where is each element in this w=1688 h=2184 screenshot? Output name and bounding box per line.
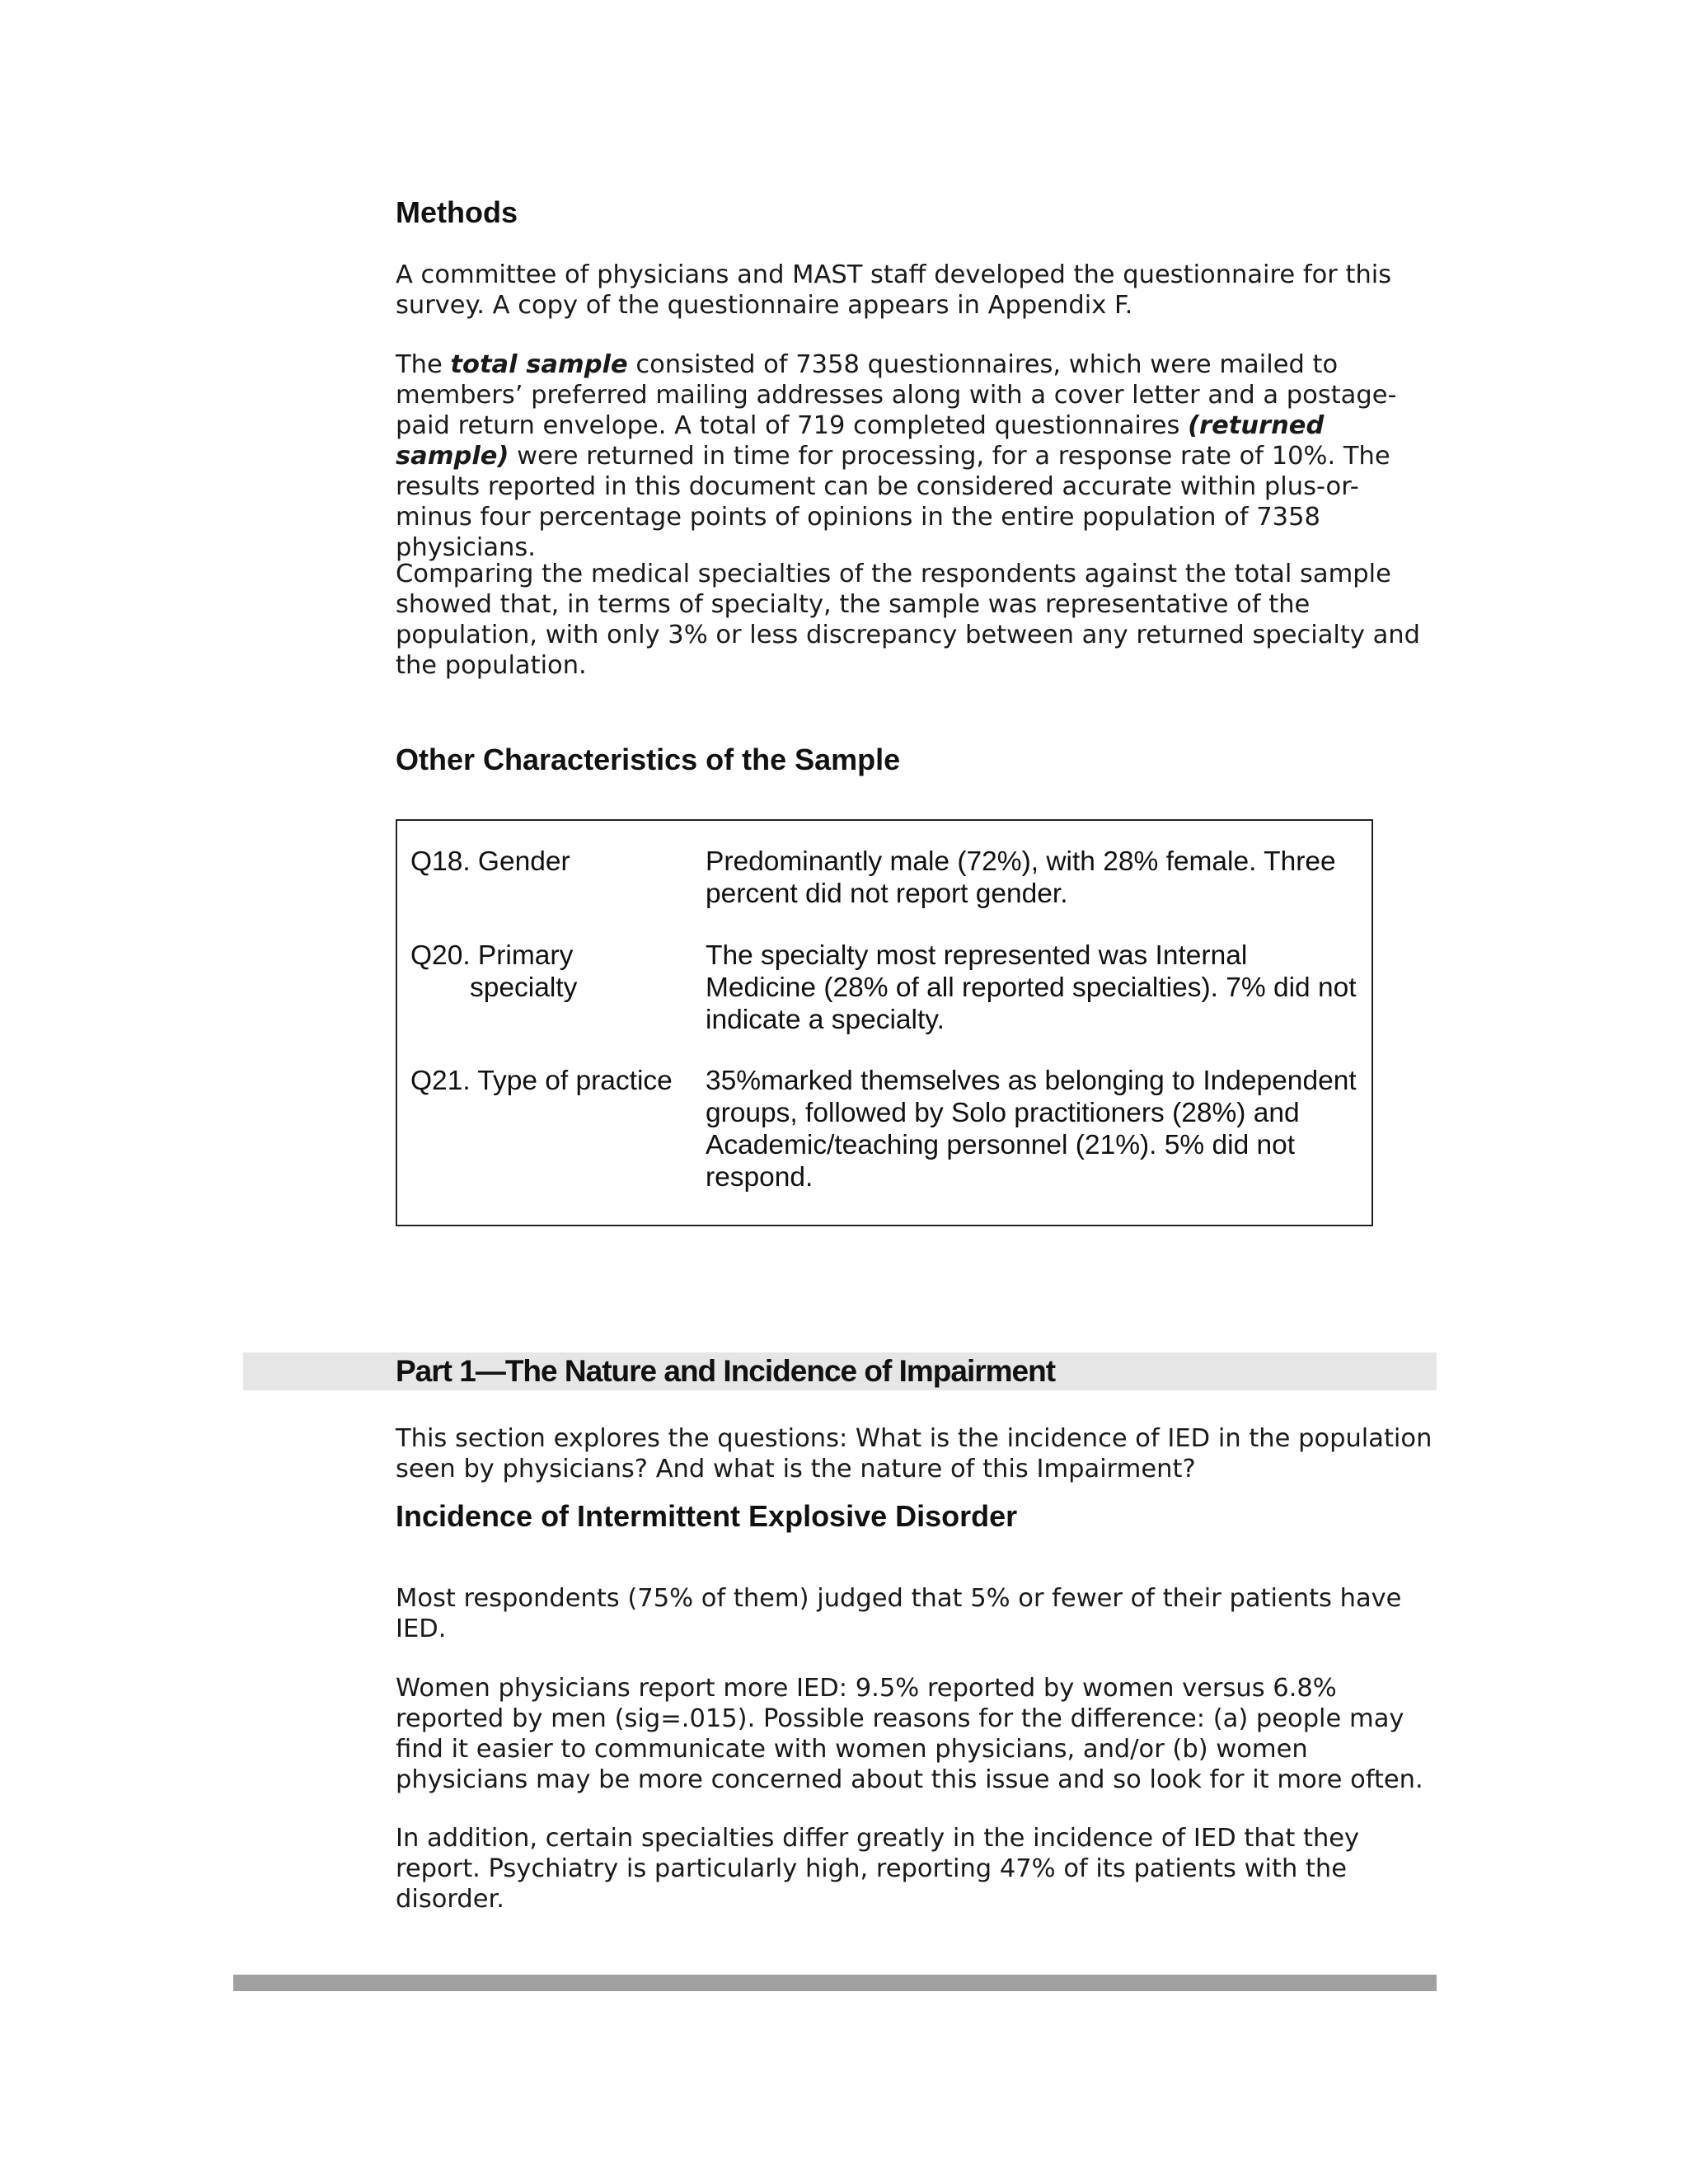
row-text: Predominantly male (72%), with 28% female. Three percent did not report gender. — [706, 846, 1336, 909]
row-label: Q18. Gender — [410, 846, 570, 877]
row-text: The specialty most represented was Internal Medicine (28% of all reported specialties). 7% did not indicate a specialty. — [706, 940, 1357, 1035]
incidence-heading: Incidence of Intermittent Explosive Disorder — [396, 1499, 1018, 1533]
incidence-paragraph-3: In addition, certain specialties differ greatly in the incidence of IED that they report. Psychiatry is particularly high, reporting 47% of its patients with the disorder. — [396, 1824, 1360, 1914]
row-label: Q21. Type of practice — [410, 1066, 673, 1096]
characteristics-table — [396, 819, 1373, 1226]
part-1-title: Part 1—The Nature and Incidence of Impairment — [396, 1354, 1056, 1388]
methods-paragraph-1: A committee of physicians and MAST staff developed the questionnaire for this survey. A copy of the questionnaire appears in Appendix F. — [396, 260, 1392, 320]
returned-sample-emphasis: (returned sample) — [396, 411, 1325, 471]
methods-heading: Methods — [396, 195, 518, 229]
incidence-paragraph-2: Women physicians report more IED: 9.5% reported by women versus 6.8% reported by men (sig=.015). Possible reasons for the difference: (a) people may find it easier to communicate with women physicians, and/or (b) women physicians may be more concerned about this issue and so look for it more often. — [396, 1674, 1423, 1794]
characteristics-heading: Other Characteristics of the Sample — [396, 743, 901, 776]
part-1-intro: This section explores the questions: What is the incidence of IED in the population seen by physicians? And what is the nature of this Impairment? — [396, 1424, 1432, 1483]
part-1-header-bar — [243, 1352, 1437, 1390]
incidence-paragraph-1: Most respondents (75% of them) judged that 5% or fewer of their patients have IED. — [396, 1584, 1402, 1643]
total-sample-emphasis: total sample — [450, 350, 628, 379]
row-text: 35%marked themselves as belonging to Independent groups, followed by Solo practitioners (28%) and Academic/teaching personnel (21%). 5% did not respond. — [706, 1066, 1357, 1193]
footer-rule — [233, 1975, 1437, 1991]
methods-paragraph-2: The total sample consisted of 7358 questionnaires, which were mailed to members’ preferred mailing addresses along with a cover letter and a postage-paid return envelope. A total of 719 completed questionnaires (returned sample) were returned in time for processing, for a response rate of 10%. The results reported in this document can be considered accurate within plus-or-minus four percentage points of opinions in the entire population of 7358 physicians. — [396, 350, 1397, 562]
row-label: Q20. Primary specialty — [410, 940, 578, 1003]
methods-paragraph-3: Comparing the medical specialties of the respondents against the total sample showed that, in terms of specialty, the sample was representative of the population, with only 3% or less discrepancy between any returned specialty and the population. — [396, 560, 1420, 680]
